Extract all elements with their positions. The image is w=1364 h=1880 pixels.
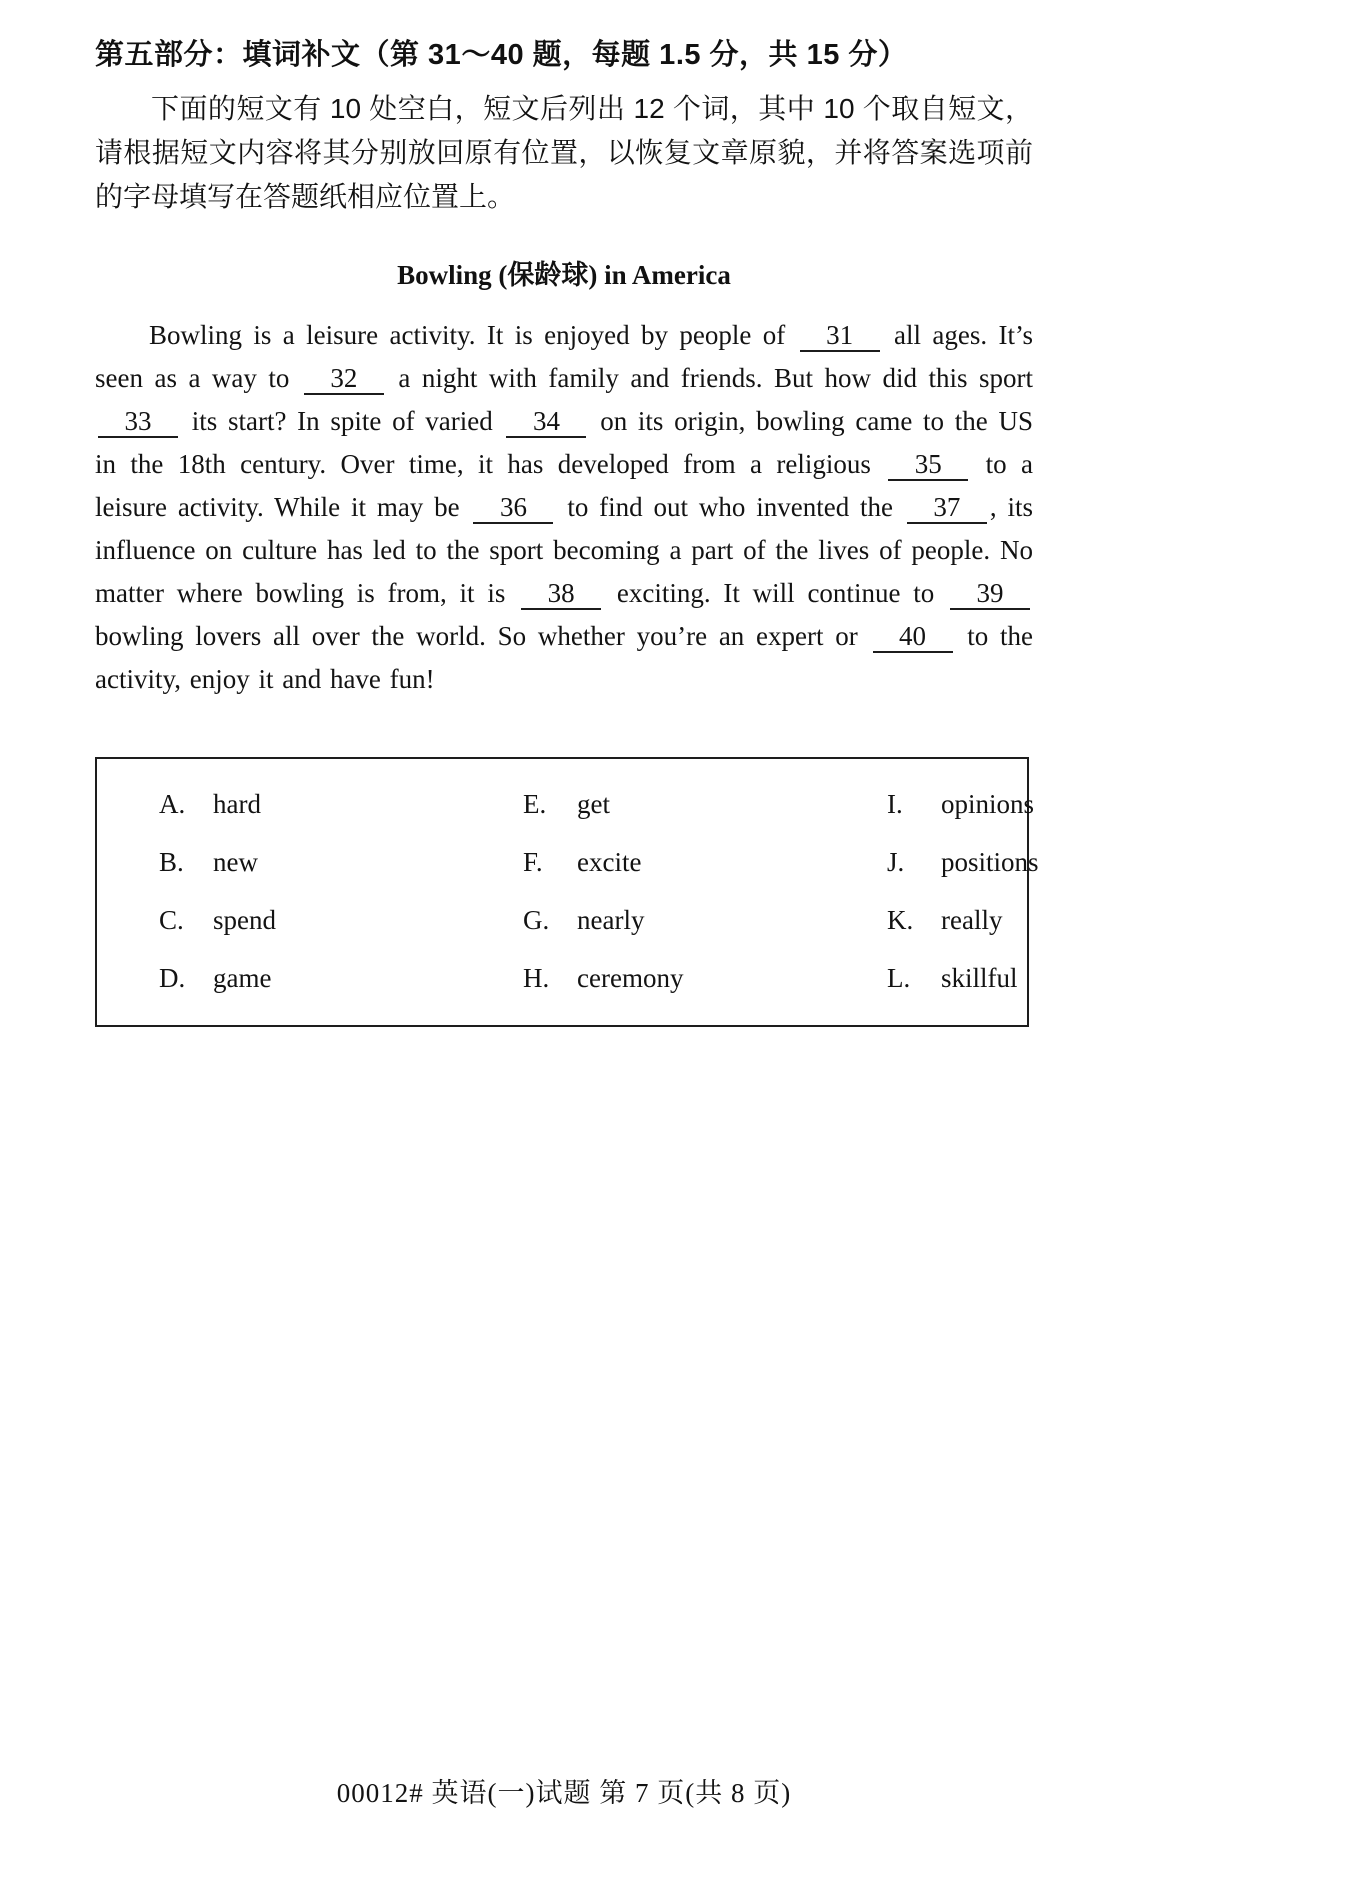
option-word: get xyxy=(577,788,610,819)
option-word: ceremony xyxy=(577,962,684,993)
word-option-a xyxy=(159,775,523,833)
passage-text: on its origin, bowling came to the US in the 18th century. Over time, it has developed from a religious xyxy=(95,406,1033,479)
option-letter: L. xyxy=(887,962,911,993)
page-footer: 00012# 英语(一)试题 第 7 页(共 8 页) xyxy=(336,1778,792,1808)
option-letter: I. xyxy=(887,788,903,819)
word-option-l xyxy=(887,949,1017,1007)
option-word: really xyxy=(941,904,1003,935)
option-letter: F. xyxy=(523,846,543,877)
option-letter: G. xyxy=(523,904,550,935)
passage-text: all ages. It’s seen as a way to xyxy=(95,320,1033,393)
option-letter: C. xyxy=(159,904,184,935)
option-word: positions xyxy=(941,846,1039,877)
word-option-c xyxy=(159,891,523,949)
blank-31: 31 xyxy=(800,320,880,352)
blank-32: 32 xyxy=(304,363,384,395)
word-bank-box xyxy=(95,757,1039,1027)
passage-text: Bowling is a leisure activity. It is enjoyed by people of xyxy=(149,320,797,350)
passage-text: , its influence on culture has led to the sport becoming a part of the lives of people. No matter where bowling is from, it is xyxy=(95,492,1033,608)
option-word: skillful xyxy=(941,962,1018,993)
word-option-d xyxy=(159,949,523,1007)
option-letter: K. xyxy=(887,904,914,935)
word-option-j xyxy=(887,833,1039,891)
passage-text: to the activity, enjoy it and have fun! xyxy=(95,621,1033,694)
option-letter: D. xyxy=(159,962,186,993)
word-option-e xyxy=(523,775,887,833)
option-letter: E. xyxy=(523,788,547,819)
blank-39: 39 xyxy=(950,578,1030,610)
option-letter: J. xyxy=(887,846,905,877)
instructions-paragraph: 下面的短文有 10 处空白，短文后列出 12 个词，其中 10 个取自短文，请根据短文内容将其分别放回原有位置，以恢复文章原貌，并将答案选项前的字母填写在答题纸相应位置上。 xyxy=(95,93,1033,212)
blank-38: 38 xyxy=(521,578,601,610)
option-word: spend xyxy=(213,904,276,935)
blank-36: 36 xyxy=(473,492,553,524)
option-word: new xyxy=(213,846,258,877)
passage-text: its start? In spite of varied xyxy=(181,406,504,436)
word-option-k xyxy=(887,891,1017,949)
word-option-g xyxy=(523,891,887,949)
word-bank-column-1 xyxy=(159,775,523,1007)
blank-40: 40 xyxy=(873,621,953,653)
passage-text: a night with family and friends. But how did this sport xyxy=(386,363,1033,393)
page-content xyxy=(95,0,1039,1027)
blank-33: 33 xyxy=(98,406,178,438)
blank-37: 37 xyxy=(907,492,987,524)
option-word: game xyxy=(213,962,272,993)
option-word: excite xyxy=(577,846,642,877)
blank-35: 35 xyxy=(888,449,968,481)
passage-title: Bowling (保龄球) in America xyxy=(397,260,731,290)
word-bank-column-2 xyxy=(523,775,887,1007)
passage xyxy=(95,314,1033,701)
option-word: opinions xyxy=(941,788,1035,819)
option-letter: A. xyxy=(159,788,186,819)
passage-text: to a leisure activity. While it may be xyxy=(95,449,1033,522)
word-bank-column-3 xyxy=(887,775,1039,1007)
passage-text: bowling lovers all over the world. So whether you’re an expert or xyxy=(95,621,870,651)
word-option-f xyxy=(523,833,887,891)
blank-34: 34 xyxy=(506,406,586,438)
option-word: hard xyxy=(213,788,261,819)
passage-text: to find out who invented the xyxy=(556,492,904,522)
section-header: 第五部分：填词补文（第 31～40 题，每题 1.5 分，共 15 分） xyxy=(95,39,908,71)
passage-text: exciting. It will continue to xyxy=(604,578,947,608)
word-option-h xyxy=(523,949,887,1007)
option-letter: H. xyxy=(523,962,550,993)
word-option-b xyxy=(159,833,523,891)
option-word: nearly xyxy=(577,904,645,935)
word-option-i xyxy=(887,775,1035,833)
option-letter: B. xyxy=(159,846,184,877)
